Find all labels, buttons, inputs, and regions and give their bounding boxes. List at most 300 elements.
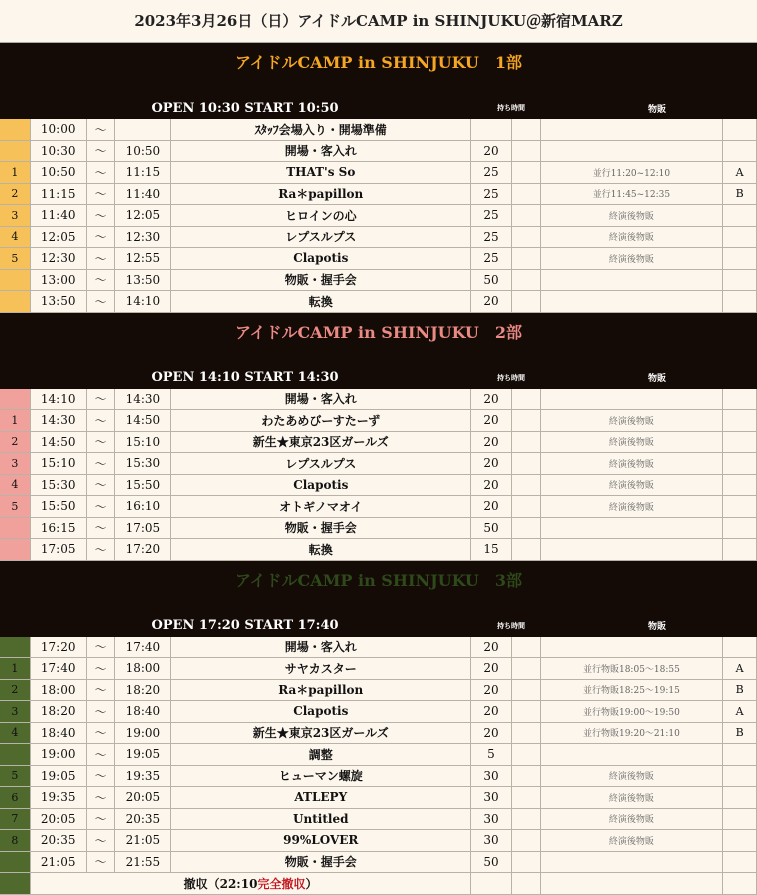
act-name: ヒューマン螺旋 [171, 766, 471, 787]
act-name: 開場・客入れ [171, 637, 471, 658]
blank-cell [512, 432, 541, 453]
range-tilde: 〜 [87, 184, 116, 205]
act-name: 転換 [171, 539, 471, 560]
blank-cell [512, 291, 541, 312]
start-time: 15:10 [31, 453, 87, 474]
range-tilde: 〜 [87, 787, 116, 808]
range-tilde: 〜 [87, 453, 116, 474]
merch-info: 終演後物販 [541, 248, 724, 269]
start-time: 13:50 [31, 291, 87, 312]
merch-code: A [723, 658, 757, 679]
act-name: レプスルプス [171, 453, 471, 474]
blank-cell [512, 830, 541, 851]
merch-code [723, 518, 757, 539]
merch-code [723, 787, 757, 808]
merch-code [723, 766, 757, 787]
blank-cell [512, 389, 541, 410]
schedule-row [0, 141, 757, 163]
merch-info: 並行物販19:00〜19:50 [541, 701, 724, 722]
end-time: 10:50 [115, 141, 171, 162]
blank-cell [512, 248, 541, 269]
duration: 50 [471, 518, 511, 539]
merch-info: 終演後物販 [541, 766, 724, 787]
schedule-row [0, 680, 757, 702]
merch-info: 終演後物販 [541, 809, 724, 830]
schedule-row [0, 496, 757, 518]
merch-header: 物販 [647, 622, 666, 632]
merch-info: 終演後物販 [541, 227, 724, 248]
schedule-row [0, 270, 757, 292]
merch-info [541, 637, 724, 658]
merch-info: 終演後物販 [541, 432, 724, 453]
duration: 50 [471, 270, 511, 291]
start-time: 16:15 [31, 518, 87, 539]
merch-code: B [723, 723, 757, 744]
merch-code [723, 205, 757, 226]
start-time: 14:10 [31, 389, 87, 410]
part-title: アイドルCAMP in SHINJUKU 2部 [0, 313, 757, 353]
schedule-row [0, 184, 757, 206]
open-start-row [0, 97, 757, 119]
duration: 25 [471, 248, 511, 269]
open-start-text: OPEN 10:30 START 10:50 [151, 100, 339, 116]
merch-info [541, 141, 724, 162]
act-name: Ra＊papillon [171, 184, 471, 205]
open-start-row [0, 615, 757, 637]
blank-cell [512, 205, 541, 226]
act-name: ATLEPY [171, 787, 471, 808]
act-name: 転換 [171, 291, 471, 312]
act-name: 物販・握手会 [171, 518, 471, 539]
duration: 5 [471, 744, 511, 765]
end-time: 15:50 [115, 475, 171, 496]
blank-cell [512, 723, 541, 744]
range-tilde: 〜 [87, 809, 116, 830]
end-time: 20:05 [115, 787, 171, 808]
slot-number: 4 [0, 227, 31, 248]
schedule-row [0, 205, 757, 227]
start-time: 11:40 [31, 205, 87, 226]
merch-code [723, 270, 757, 291]
end-time: 15:10 [115, 432, 171, 453]
merch-info: 並行物販19:20〜21:10 [541, 723, 724, 744]
timetable [0, 43, 757, 895]
slot-number: 5 [0, 496, 31, 517]
start-time: 17:05 [31, 539, 87, 560]
start-time: 14:30 [31, 410, 87, 431]
merch-code [723, 410, 757, 431]
merch-info: 並行11:20~12:10 [541, 162, 724, 183]
start-time: 12:30 [31, 248, 87, 269]
act-name: 物販・握手会 [171, 852, 471, 873]
slot-number: 1 [0, 410, 31, 431]
act-name: ｽﾀｯﾌ会場入り・開場準備 [171, 119, 471, 140]
act-name: ヒロインの心 [171, 205, 471, 226]
duration: 20 [471, 475, 511, 496]
start-time: 14:50 [31, 432, 87, 453]
range-tilde: 〜 [87, 830, 116, 851]
duration: 20 [471, 496, 511, 517]
start-time: 13:00 [31, 270, 87, 291]
slot-number: 2 [0, 680, 31, 701]
schedule-row [0, 291, 757, 313]
slot-number [0, 270, 31, 291]
merch-info: 終演後物販 [541, 410, 724, 431]
slot-number: 1 [0, 658, 31, 679]
blank-cell [512, 766, 541, 787]
end-time: 19:00 [115, 723, 171, 744]
teardown-prefix: 撤収（22:10 [183, 876, 258, 891]
schedule-row [0, 809, 757, 831]
schedule-row [0, 475, 757, 497]
slot-number [0, 141, 31, 162]
start-time: 19:05 [31, 766, 87, 787]
duration: 30 [471, 830, 511, 851]
merch-code [723, 809, 757, 830]
act-name: 99%LOVER [171, 830, 471, 851]
duration: 20 [471, 432, 511, 453]
slot-number [0, 291, 31, 312]
final-row [0, 873, 757, 895]
merch-code [723, 389, 757, 410]
act-name: 新生★東京23区ガールズ [171, 432, 471, 453]
act-name: Clapotis [171, 475, 471, 496]
schedule-row [0, 389, 757, 411]
blank-cell [512, 410, 541, 431]
slot-number [0, 744, 31, 765]
duration: 20 [471, 723, 511, 744]
merch-code: A [723, 701, 757, 722]
end-time: 21:05 [115, 830, 171, 851]
merch-info [541, 291, 724, 312]
duration [471, 873, 511, 894]
end-time [115, 119, 171, 140]
duration-header: 持ち時間 [497, 620, 525, 630]
start-time: 11:15 [31, 184, 87, 205]
schedule-row [0, 518, 757, 540]
end-time: 18:00 [115, 658, 171, 679]
schedule-row [0, 637, 757, 659]
blank-cell [512, 658, 541, 679]
duration-header: 持ち時間 [497, 103, 525, 112]
merch-info: 並行物販18:25〜19:15 [541, 680, 724, 701]
part-section [0, 561, 757, 895]
merch-info: 終演後物販 [541, 496, 724, 517]
merch-code: B [723, 184, 757, 205]
end-time: 11:15 [115, 162, 171, 183]
duration-header: 持ち時間 [497, 372, 525, 382]
range-tilde: 〜 [87, 119, 116, 140]
schedule-row [0, 119, 757, 141]
merch-info: 並行11:45~12:35 [541, 184, 724, 205]
end-time: 17:20 [115, 539, 171, 560]
merch-info: 終演後物販 [541, 787, 724, 808]
duration: 30 [471, 787, 511, 808]
range-tilde: 〜 [87, 680, 116, 701]
schedule-row [0, 227, 757, 249]
duration [471, 119, 511, 140]
slot-number [0, 637, 31, 658]
duration: 20 [471, 291, 511, 312]
act-name: わたあめびーすたーず [171, 410, 471, 431]
end-time: 12:30 [115, 227, 171, 248]
schedule-row [0, 830, 757, 852]
merch-code [723, 852, 757, 873]
merch-info: 終演後物販 [541, 475, 724, 496]
schedule-row [0, 410, 757, 432]
act-name: THAT's So [171, 162, 471, 183]
schedule-row [0, 453, 757, 475]
schedule-row [0, 539, 757, 561]
merch-info [541, 119, 724, 140]
act-name: 開場・客入れ [171, 141, 471, 162]
blank-cell [512, 119, 541, 140]
merch-header: 物販 [647, 374, 666, 384]
blank-cell [512, 475, 541, 496]
slot-number: 6 [0, 787, 31, 808]
end-time: 19:05 [115, 744, 171, 765]
duration: 30 [471, 766, 511, 787]
range-tilde: 〜 [87, 723, 116, 744]
blank-cell [512, 162, 541, 183]
end-time: 17:05 [115, 518, 171, 539]
range-tilde: 〜 [87, 270, 116, 291]
slot-number [0, 518, 31, 539]
end-time: 13:50 [115, 270, 171, 291]
duration: 20 [471, 680, 511, 701]
start-time: 17:40 [31, 658, 87, 679]
slot-number: 7 [0, 809, 31, 830]
merch-code [723, 227, 757, 248]
start-time: 18:20 [31, 701, 87, 722]
act-name: Clapotis [171, 248, 471, 269]
schedule-row [0, 852, 757, 874]
duration: 25 [471, 205, 511, 226]
start-time: 19:00 [31, 744, 87, 765]
act-name: サヤカスター [171, 658, 471, 679]
schedule-row [0, 162, 757, 184]
slot-number: 3 [0, 453, 31, 474]
range-tilde: 〜 [87, 141, 116, 162]
merch-info: 並行物販18:05〜18:55 [541, 658, 724, 679]
schedule-row [0, 787, 757, 809]
merch-code [723, 637, 757, 658]
duration: 20 [471, 453, 511, 474]
act-name: Untitled [171, 809, 471, 830]
act-name: Ra＊papillon [171, 680, 471, 701]
range-tilde: 〜 [87, 162, 116, 183]
range-tilde: 〜 [87, 205, 116, 226]
merch-code [723, 830, 757, 851]
merch-code [723, 873, 757, 894]
start-time: 17:20 [31, 637, 87, 658]
schedule-row [0, 744, 757, 766]
duration: 50 [471, 852, 511, 873]
teardown-cell [31, 873, 471, 894]
range-tilde: 〜 [87, 389, 116, 410]
slot-number [0, 539, 31, 560]
end-time: 15:30 [115, 453, 171, 474]
merch-info: 終演後物販 [541, 830, 724, 851]
blank-cell [512, 852, 541, 873]
merch-info: 終演後物販 [541, 205, 724, 226]
merch-code [723, 539, 757, 560]
blank-cell [512, 809, 541, 830]
duration: 25 [471, 162, 511, 183]
range-tilde: 〜 [87, 539, 116, 560]
start-time: 18:40 [31, 723, 87, 744]
part-title: アイドルCAMP in SHINJUKU 3部 [0, 561, 757, 601]
end-time: 18:40 [115, 701, 171, 722]
range-tilde: 〜 [87, 291, 116, 312]
end-time: 18:20 [115, 680, 171, 701]
open-start-text: OPEN 14:10 START 14:30 [151, 370, 339, 385]
merch-code [723, 453, 757, 474]
schedule-row [0, 432, 757, 454]
merch-info [541, 852, 724, 873]
merch-code: A [723, 162, 757, 183]
duration: 15 [471, 539, 511, 560]
act-name: 新生★東京23区ガールズ [171, 723, 471, 744]
duration: 20 [471, 141, 511, 162]
duration: 20 [471, 410, 511, 431]
act-name: オトギノマオイ [171, 496, 471, 517]
slot-number: 5 [0, 248, 31, 269]
range-tilde: 〜 [87, 518, 116, 539]
end-time: 19:35 [115, 766, 171, 787]
end-time: 14:10 [115, 291, 171, 312]
act-name: レプスルプス [171, 227, 471, 248]
merch-code: B [723, 680, 757, 701]
end-time: 14:30 [115, 389, 171, 410]
range-tilde: 〜 [87, 637, 116, 658]
act-name: 物販・握手会 [171, 270, 471, 291]
slot-number [0, 119, 31, 140]
range-tilde: 〜 [87, 658, 116, 679]
merch-code [723, 475, 757, 496]
merch-code [723, 141, 757, 162]
act-name: 調整 [171, 744, 471, 765]
start-time: 10:50 [31, 162, 87, 183]
blank-cell [512, 744, 541, 765]
open-start-text: OPEN 17:20 START 17:40 [151, 618, 339, 633]
blank-cell [512, 270, 541, 291]
range-tilde: 〜 [87, 227, 116, 248]
part-title: アイドルCAMP in SHINJUKU 1部 [0, 43, 757, 83]
range-tilde: 〜 [87, 744, 116, 765]
blank-cell [512, 453, 541, 474]
part-section [0, 43, 757, 313]
end-time: 12:05 [115, 205, 171, 226]
start-time: 12:05 [31, 227, 87, 248]
range-tilde: 〜 [87, 248, 116, 269]
blank-cell [512, 701, 541, 722]
start-time: 18:00 [31, 680, 87, 701]
schedule-row [0, 701, 757, 723]
merch-code [723, 291, 757, 312]
slot-number: 2 [0, 184, 31, 205]
blank-cell [512, 496, 541, 517]
blank-cell [512, 680, 541, 701]
end-time: 20:35 [115, 809, 171, 830]
merch-code [723, 119, 757, 140]
merch-code [723, 744, 757, 765]
slot-number: 8 [0, 830, 31, 851]
slot-number: 3 [0, 205, 31, 226]
slot-number: 4 [0, 475, 31, 496]
end-time: 12:55 [115, 248, 171, 269]
act-name: Clapotis [171, 701, 471, 722]
schedule-row [0, 658, 757, 680]
merch-code [723, 248, 757, 269]
slot-number [0, 852, 31, 873]
duration: 20 [471, 658, 511, 679]
start-time: 15:50 [31, 496, 87, 517]
merch-info [541, 744, 724, 765]
blank-cell [512, 184, 541, 205]
start-time: 10:00 [31, 119, 87, 140]
range-tilde: 〜 [87, 432, 116, 453]
merch-code [723, 496, 757, 517]
part-section [0, 313, 757, 561]
page-title: 2023年3月26日（日）アイドルCAMP in SHINJUKU＠新宿MARZ [0, 0, 757, 43]
slot-number: 3 [0, 701, 31, 722]
blank-cell [512, 539, 541, 560]
part-spacer [0, 601, 757, 615]
duration: 30 [471, 809, 511, 830]
merch-info [541, 270, 724, 291]
slot-number: 1 [0, 162, 31, 183]
schedule-row [0, 766, 757, 788]
duration: 20 [471, 389, 511, 410]
slot-number: 4 [0, 723, 31, 744]
end-time: 17:40 [115, 637, 171, 658]
blank-cell [512, 787, 541, 808]
merch-header: 物販 [647, 104, 666, 115]
end-time: 14:50 [115, 410, 171, 431]
part-spacer [0, 353, 757, 367]
merch-info [541, 539, 724, 560]
merch-info [541, 518, 724, 539]
act-name: 開場・客入れ [171, 389, 471, 410]
merch-info: 終演後物販 [541, 453, 724, 474]
duration: 25 [471, 184, 511, 205]
schedule-row [0, 248, 757, 270]
teardown-suffix: ） [305, 876, 318, 891]
duration: 20 [471, 701, 511, 722]
part-spacer [0, 83, 757, 97]
merch-code [723, 432, 757, 453]
schedule-row [0, 723, 757, 745]
range-tilde: 〜 [87, 701, 116, 722]
blank-cell [512, 873, 541, 894]
blank-cell [512, 141, 541, 162]
start-time: 20:35 [31, 830, 87, 851]
start-time: 19:35 [31, 787, 87, 808]
blank-cell [512, 518, 541, 539]
slot-number: 5 [0, 766, 31, 787]
slot-number [0, 389, 31, 410]
teardown-highlight: 完全撤収 [257, 876, 306, 891]
duration: 25 [471, 227, 511, 248]
range-tilde: 〜 [87, 496, 116, 517]
end-time: 11:40 [115, 184, 171, 205]
merch-info [541, 389, 724, 410]
start-time: 10:30 [31, 141, 87, 162]
start-time: 20:05 [31, 809, 87, 830]
blank-cell [512, 637, 541, 658]
blank-cell [512, 227, 541, 248]
